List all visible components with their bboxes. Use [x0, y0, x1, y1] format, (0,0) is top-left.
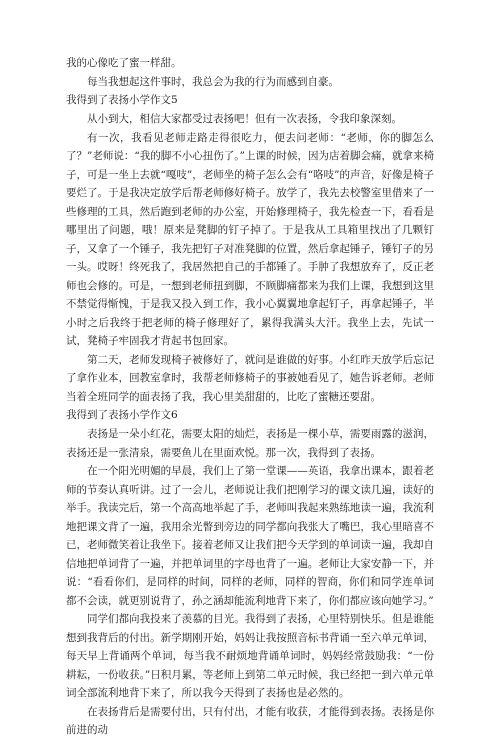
section-heading: 我得到了表扬小学作文5 [66, 94, 178, 106]
body-paragraph: 从小到大，相信大家都受过表扬吧！但有一次表扬，令我印象深刻。 [87, 113, 402, 125]
body-paragraph: 第二天，老师发现椅子被修好了，就问是谁做的好事。小红昨天放学后忘记了拿作业本，回教室拿时，我帮老师修椅子的事被她看见了，她告诉老师。老师当着全班同学的面表扬了我，我心里美甜甜的，比吃了蜜糖还要甜。 [66, 353, 434, 403]
body-paragraph: 在表扬背后是需要付出，只有付出，才能有收获，才能得到表扬。表扬是你前进的动 [66, 705, 434, 736]
body-paragraph: 有一次，我看见老师走路走得很吃力，便去问老师：“老师，你的脚怎么了？”老师说：“我的脚不小心扭伤了。”上课的时候，因为店着脚会痛，就拿来椅子，可是一坐上去就“嘎吱”，老师坐的椅子怎么会有“咯吱”的声音，好像是椅子要烂了。于是我决定放学后帮老师修好椅子。放学了，我先去校警室里借来了一些修理的工具，然后跑到老师的办公室，开始修理椅子，我先检查一下，看看是哪里出了问题，哦！原来是凳脚的钉子掉了。于是我从工具箱里找出了几颗钉子，又拿了一个锤子，我先把钉子对准凳脚的位置，然后拿起锤子，锤钉子的另一头。哎呀！终死我了，我居然把自己的手都锤了。手肿了我想放弃了，反正老师也会修的。可是，一想到老师扭到脚，不顾脚痛都来为我们上课，我想到这里不禁觉得惭愧，于是我又投入到工作，我小心翼翼地拿起钉子，再拿起锤子，半小时之后我终于把老师的椅子修理好了，累得我满头大汗。我坐上去，先试一试，凳椅子牢固我才背起书包回家。 [66, 131, 434, 347]
body-paragraph: 在一个阳光明媚的早晨，我们上了第一堂课——英语，我拿出课本，跟着老师的节奏认真听讲。过了一会儿，老师说让我们把刚学习的课文读几遍，读好的举手。我读完后，第一个高高地举起了手，老师叫我起来熟练地读一遍，我流利地把课文背了一遍，我用余光瞥到旁边的同学都向我张大了嘴巴，我心里暗喜不已，老师微笑着让我坐下。接着老师又让我们把今天学到的单词读一遍，我却自信地把单词背了一遍，并把单词里的字母也背了一遍。老师让大家安静一下，并说：“看看你们，是同样的时间，同样的老师，同样的智商，你们和同学连单词都不会读，就更别说背了，孙之涵却能流利地背下来了，你们都应该向她学习。” [66, 465, 434, 607]
body-paragraph: 我的心像吃了蜜一样甜。 [66, 57, 182, 69]
body-paragraph: 同学们都向我投来了羡慕的目光。我得到了表扬，心里特别快乐。但是谁能想到我背后的付出。新学期刚开始，妈妈让我按照音标书背诵一至六单元单词，每天早上背诵两个单词，每当我不耐烦地背诵单词时，妈妈经常鼓励我：“一份耕耘，一份收获。”日积月累，等老师上到第二单元时候，我已经把一到六单元单词全部流利地背下来了，所以我今天得到了表扬也是必然的。 [66, 613, 434, 699]
section-heading: 我得到了表扬小学作文6 [66, 409, 178, 421]
body-paragraph: 每当我想起这件事时，我总会为我的行为而感到自豪。 [87, 75, 339, 88]
body-paragraph: 表扬是一朵小红花，需要太阳的灿烂，表扬是一棵小草，需要雨露的滋润，表扬还是一张清泉，需要鱼儿在里面欢悦。那一次，我得到了表扬。 [66, 428, 434, 459]
